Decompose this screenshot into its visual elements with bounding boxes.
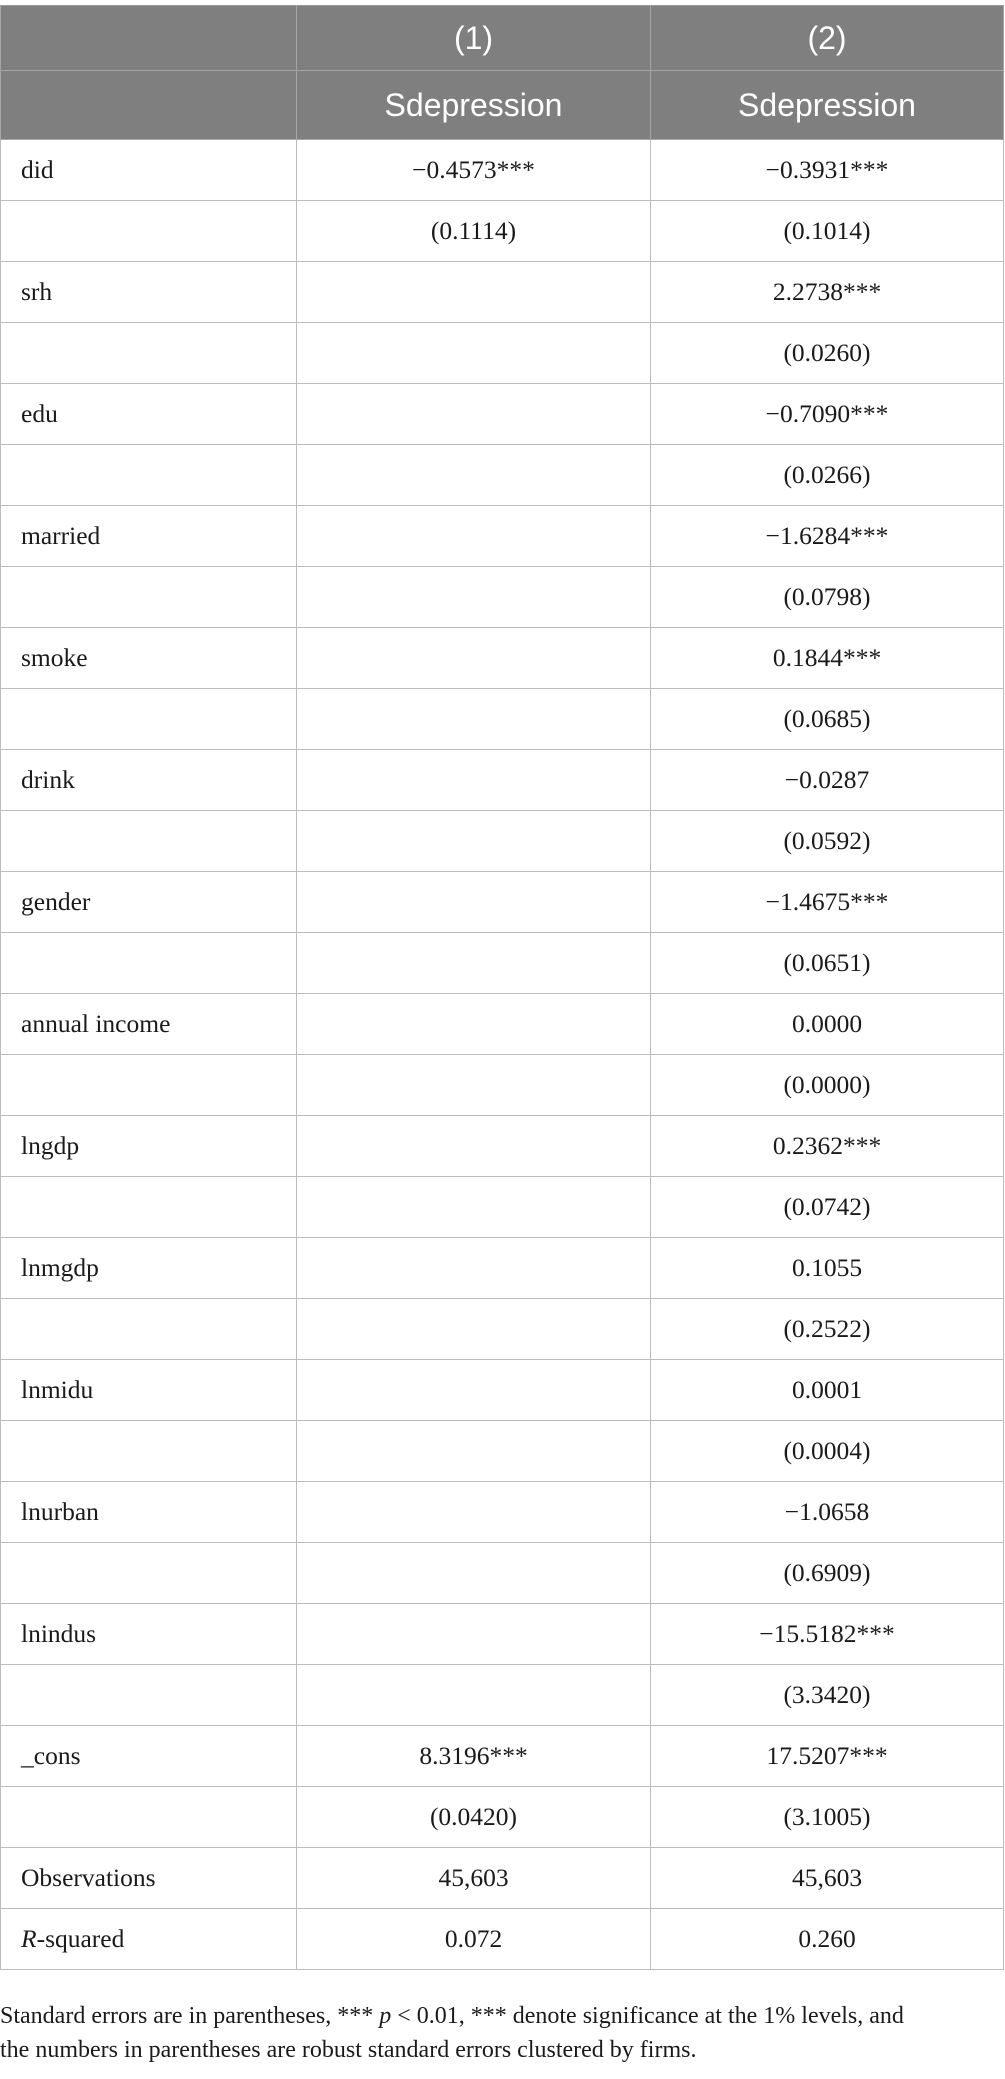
row-variable-label xyxy=(1,811,297,872)
cell-model-1 xyxy=(297,1238,651,1299)
cell-model-2: 45,603 xyxy=(651,1848,1004,1909)
table-row xyxy=(1,750,1004,811)
table-row xyxy=(1,1848,1004,1909)
cell-model-2: (0.0798) xyxy=(651,567,1004,628)
cell-model-2: 0.2362*** xyxy=(651,1116,1004,1177)
cell-model-1 xyxy=(297,872,651,933)
row-variable-label: lnmidu xyxy=(1,1360,297,1421)
cell-model-2: −0.3931*** xyxy=(651,140,1004,201)
table-row xyxy=(1,384,1004,445)
header-model-2-depvar: Sdepression xyxy=(651,71,1004,140)
table-row xyxy=(1,933,1004,994)
cell-model-2: (3.3420) xyxy=(651,1665,1004,1726)
cell-model-1 xyxy=(297,1482,651,1543)
row-variable-label: lngdp xyxy=(1,1116,297,1177)
table-row xyxy=(1,1482,1004,1543)
cell-model-2: (0.1014) xyxy=(651,201,1004,262)
cell-model-1 xyxy=(297,262,651,323)
table-row xyxy=(1,811,1004,872)
row-variable-label xyxy=(1,1787,297,1848)
table-footnote xyxy=(0,1999,1003,2067)
cell-model-1: (0.0420) xyxy=(297,1787,651,1848)
row-variable-label: edu xyxy=(1,384,297,445)
cell-model-1: 0.072 xyxy=(297,1909,651,1970)
table-row xyxy=(1,1604,1004,1665)
cell-model-2: −1.4675*** xyxy=(651,872,1004,933)
cell-model-1 xyxy=(297,1543,651,1604)
row-variable-label: _cons xyxy=(1,1726,297,1787)
cell-model-1 xyxy=(297,506,651,567)
row-variable-label: lnurban xyxy=(1,1482,297,1543)
header-corner-bottom xyxy=(1,71,297,140)
row-variable-label: gender xyxy=(1,872,297,933)
cell-model-1 xyxy=(297,1360,651,1421)
cell-model-2: (0.6909) xyxy=(651,1543,1004,1604)
header-model-2-number: (2) xyxy=(651,6,1004,71)
table-row xyxy=(1,262,1004,323)
cell-model-1 xyxy=(297,1055,651,1116)
table-row xyxy=(1,1238,1004,1299)
row-variable-label xyxy=(1,1055,297,1116)
cell-model-2: (0.0000) xyxy=(651,1055,1004,1116)
cell-model-2: 0.0000 xyxy=(651,994,1004,1055)
row-variable-label xyxy=(1,567,297,628)
regression-table-container xyxy=(0,5,1003,1970)
table-row xyxy=(1,872,1004,933)
cell-model-2: −1.0658 xyxy=(651,1482,1004,1543)
table-header xyxy=(1,6,1004,140)
cell-model-2: 0.260 xyxy=(651,1909,1004,1970)
table-row xyxy=(1,1299,1004,1360)
table-row xyxy=(1,445,1004,506)
table-row xyxy=(1,567,1004,628)
table-row xyxy=(1,1726,1004,1787)
row-variable-label xyxy=(1,201,297,262)
row-variable-label: srh xyxy=(1,262,297,323)
table-row xyxy=(1,1177,1004,1238)
row-variable-label xyxy=(1,1543,297,1604)
cell-model-2: (0.0742) xyxy=(651,1177,1004,1238)
table-row xyxy=(1,1421,1004,1482)
cell-model-1 xyxy=(297,1665,651,1726)
row-variable-label xyxy=(1,933,297,994)
cell-model-1 xyxy=(297,323,651,384)
cell-model-1: (0.1114) xyxy=(297,201,651,262)
row-variable-label: lnindus xyxy=(1,1604,297,1665)
header-model-1-number: (1) xyxy=(297,6,651,71)
cell-model-2: −0.0287 xyxy=(651,750,1004,811)
cell-model-1 xyxy=(297,628,651,689)
cell-model-1 xyxy=(297,1177,651,1238)
row-variable-label xyxy=(1,323,297,384)
cell-model-1 xyxy=(297,750,651,811)
cell-model-1 xyxy=(297,445,651,506)
row-variable-label xyxy=(1,1421,297,1482)
row-variable-label xyxy=(1,1177,297,1238)
row-variable-label: married xyxy=(1,506,297,567)
cell-model-1 xyxy=(297,1299,651,1360)
cell-model-2: 0.1844*** xyxy=(651,628,1004,689)
regression-table xyxy=(0,5,1004,1970)
header-row-model-numbers xyxy=(1,6,1004,71)
footnote-line-2: the numbers in parentheses are robust standard errors clustered by firms. xyxy=(0,2037,697,2063)
table-row xyxy=(1,1116,1004,1177)
table-row xyxy=(1,323,1004,384)
cell-model-1 xyxy=(297,567,651,628)
table-row xyxy=(1,1055,1004,1116)
cell-model-2: (3.1005) xyxy=(651,1787,1004,1848)
row-variable-label: did xyxy=(1,140,297,201)
row-variable-label xyxy=(1,689,297,750)
cell-model-1 xyxy=(297,1116,651,1177)
row-variable-label: annual income xyxy=(1,994,297,1055)
table-row xyxy=(1,140,1004,201)
header-row-dependent-variable xyxy=(1,71,1004,140)
cell-model-1: −0.4573*** xyxy=(297,140,651,201)
cell-model-2: (0.0266) xyxy=(651,445,1004,506)
cell-model-1 xyxy=(297,1421,651,1482)
cell-model-2: (0.0004) xyxy=(651,1421,1004,1482)
cell-model-1 xyxy=(297,933,651,994)
cell-model-2: (0.0592) xyxy=(651,811,1004,872)
table-row xyxy=(1,628,1004,689)
table-row xyxy=(1,201,1004,262)
cell-model-2: (0.0651) xyxy=(651,933,1004,994)
cell-model-2: (0.0685) xyxy=(651,689,1004,750)
header-model-1-depvar: Sdepression xyxy=(297,71,651,140)
table-body xyxy=(1,140,1004,1970)
row-variable-label: drink xyxy=(1,750,297,811)
cell-model-2: −0.7090*** xyxy=(651,384,1004,445)
row-variable-label xyxy=(1,1665,297,1726)
cell-model-1 xyxy=(297,384,651,445)
cell-model-2: −15.5182*** xyxy=(651,1604,1004,1665)
cell-model-1 xyxy=(297,689,651,750)
cell-model-2: 17.5207*** xyxy=(651,1726,1004,1787)
row-variable-label: R-squared xyxy=(1,1909,297,1970)
cell-model-2: 0.1055 xyxy=(651,1238,1004,1299)
cell-model-1 xyxy=(297,811,651,872)
cell-model-1 xyxy=(297,994,651,1055)
table-row xyxy=(1,506,1004,567)
cell-model-1: 8.3196*** xyxy=(297,1726,651,1787)
table-row xyxy=(1,689,1004,750)
cell-model-2: −1.6284*** xyxy=(651,506,1004,567)
row-variable-label xyxy=(1,445,297,506)
cell-model-1 xyxy=(297,1604,651,1665)
table-row xyxy=(1,1787,1004,1848)
row-variable-label: lnmgdp xyxy=(1,1238,297,1299)
cell-model-2: 2.2738*** xyxy=(651,262,1004,323)
table-row xyxy=(1,1543,1004,1604)
row-variable-label: smoke xyxy=(1,628,297,689)
cell-model-2: 0.0001 xyxy=(651,1360,1004,1421)
footnote-line-1: Standard errors are in parentheses, *** p < 0.01, *** denote significance at the 1% levels, and xyxy=(0,2003,904,2029)
cell-model-2: (0.0260) xyxy=(651,323,1004,384)
table-row xyxy=(1,1909,1004,1970)
table-row xyxy=(1,1360,1004,1421)
cell-model-2: (0.2522) xyxy=(651,1299,1004,1360)
row-variable-label xyxy=(1,1299,297,1360)
cell-model-1: 45,603 xyxy=(297,1848,651,1909)
row-variable-label: Observations xyxy=(1,1848,297,1909)
table-row xyxy=(1,1665,1004,1726)
table-row xyxy=(1,994,1004,1055)
header-corner-top xyxy=(1,6,297,71)
